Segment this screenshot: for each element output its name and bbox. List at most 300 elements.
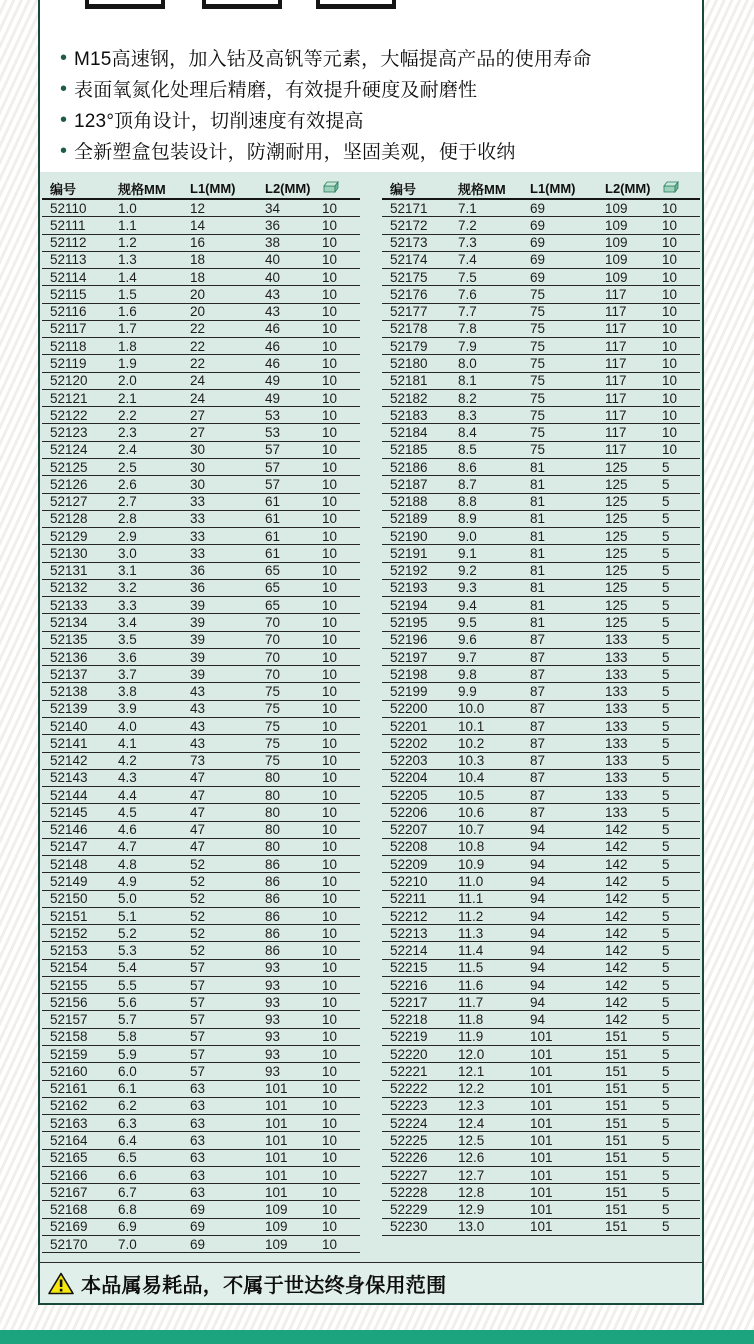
table-cell: 5 <box>662 1219 670 1235</box>
table-cell: 3.5 <box>118 632 137 648</box>
table-cell: 10 <box>322 511 338 527</box>
table-cell: 10 <box>662 321 678 337</box>
table-cell: 1.7 <box>118 321 137 337</box>
table-cell: 75 <box>265 718 281 734</box>
table-cell: 10 <box>322 891 338 907</box>
table-cell: 52144 <box>50 787 88 803</box>
table-cell: 52218 <box>390 1012 428 1028</box>
table-cell: 10 <box>322 908 338 924</box>
table-cell: 142 <box>605 960 628 976</box>
table-cell: 10 <box>322 1012 338 1028</box>
table-cell: 10 <box>322 873 338 889</box>
table-cell: 5 <box>662 873 670 889</box>
table-cell: 33 <box>190 511 206 527</box>
table-row <box>42 217 360 234</box>
table-row <box>42 787 360 804</box>
table-cell: 52149 <box>50 873 88 889</box>
table-cell: 3.2 <box>118 580 137 596</box>
table-cell: 3.7 <box>118 666 137 682</box>
table-cell: 117 <box>605 286 627 302</box>
table-cell: 94 <box>530 1012 546 1028</box>
table-row <box>42 407 360 424</box>
table-cell: 57 <box>190 1029 206 1045</box>
table-cell: 101 <box>530 1098 553 1114</box>
table-cell: 39 <box>190 649 206 665</box>
table-cell: 6.0 <box>118 1063 137 1079</box>
table-cell: 52117 <box>50 321 87 337</box>
table-cell: 5 <box>662 1115 670 1131</box>
table-cell: 10 <box>322 1236 338 1252</box>
table-cell: 101 <box>530 1167 553 1183</box>
table-row <box>42 1115 360 1132</box>
table-cell: 10 <box>322 286 338 302</box>
table-cell: 69 <box>530 252 546 268</box>
table-cell: 52170 <box>50 1236 88 1252</box>
table-cell: 52219 <box>390 1029 428 1045</box>
table-cell: 10 <box>322 1063 338 1079</box>
table-cell: 1.3 <box>118 252 137 268</box>
table-cell: 109 <box>605 269 628 285</box>
table-cell: 22 <box>190 356 206 372</box>
table-cell: 10 <box>322 545 338 561</box>
table-cell: 52192 <box>390 563 428 579</box>
table-cell: 109 <box>605 217 628 233</box>
table-cell: 57 <box>190 994 206 1010</box>
table-cell: 52146 <box>50 822 88 838</box>
table-cell: 52178 <box>390 321 428 337</box>
table-cell: 5.3 <box>118 943 137 959</box>
table-cell: 2.9 <box>118 528 137 544</box>
table-cell: 2.7 <box>118 494 137 510</box>
table-cell: 52164 <box>50 1132 88 1148</box>
table-cell: 52154 <box>50 960 88 976</box>
table-cell: 52203 <box>390 753 428 769</box>
table-cell: 87 <box>530 753 546 769</box>
table-cell: 3.0 <box>118 545 137 561</box>
table-cell: 80 <box>265 787 281 803</box>
table-cell: 10 <box>322 528 338 544</box>
column-header-l2: L2(MM) <box>605 181 651 196</box>
table-cell: 10 <box>322 960 338 976</box>
table-cell: 52130 <box>50 545 88 561</box>
table-cell: 10 <box>322 476 338 492</box>
table-row <box>42 822 360 839</box>
table-cell: 65 <box>265 597 281 613</box>
table-cell: 47 <box>190 822 206 838</box>
table-cell: 75 <box>530 286 546 302</box>
table-cell: 5.2 <box>118 925 137 941</box>
table-cell: 5 <box>662 1167 670 1183</box>
table-cell: 10.5 <box>458 787 485 803</box>
table-body <box>42 200 360 1253</box>
table-cell: 75 <box>530 321 546 337</box>
table-cell: 10 <box>322 615 338 630</box>
table-row <box>42 1236 360 1253</box>
table-cell: 52158 <box>50 1029 88 1045</box>
table-cell: 12.3 <box>458 1098 485 1114</box>
table-cell: 94 <box>530 839 546 855</box>
table-cell: 94 <box>530 908 546 924</box>
table-cell: 133 <box>605 804 628 820</box>
table-cell: 101 <box>530 1219 553 1235</box>
table-cell: 5.0 <box>118 891 137 907</box>
table-cell: 34 <box>265 200 281 216</box>
table-row <box>42 960 360 977</box>
cutoff-product-image-box <box>85 0 165 9</box>
table-cell: 52206 <box>390 804 428 820</box>
table-cell: 13.0 <box>458 1219 485 1235</box>
table-cell: 73 <box>190 753 206 769</box>
table-row <box>42 718 360 735</box>
table-cell: 93 <box>265 1012 281 1028</box>
table-cell: 142 <box>605 891 628 907</box>
table-body <box>382 200 700 1236</box>
table-cell: 69 <box>530 269 546 285</box>
table-cell: 142 <box>605 943 628 959</box>
table-cell: 52198 <box>390 666 428 682</box>
table-cell: 7.7 <box>458 304 477 320</box>
table-cell: 61 <box>265 511 281 527</box>
table-cell: 12.7 <box>458 1167 485 1183</box>
table-cell: 142 <box>605 994 628 1010</box>
table-cell: 12.9 <box>458 1202 485 1218</box>
table-cell: 86 <box>265 856 281 872</box>
table-cell: 52132 <box>50 580 88 596</box>
table-cell: 4.0 <box>118 718 137 734</box>
table-cell: 52138 <box>50 684 88 700</box>
table-cell: 10.1 <box>458 718 485 734</box>
table-cell: 52195 <box>390 615 428 630</box>
table-cell: 7.9 <box>458 338 477 354</box>
table-cell: 81 <box>530 580 546 596</box>
table-cell: 10.3 <box>458 753 485 769</box>
table-cell: 10.7 <box>458 822 485 838</box>
spec-table-right <box>382 179 700 1253</box>
table-cell: 10 <box>662 217 678 233</box>
table-cell: 52141 <box>50 735 88 751</box>
table-cell: 52193 <box>390 580 428 596</box>
table-cell: 94 <box>530 856 546 872</box>
table-cell: 12.4 <box>458 1115 485 1131</box>
table-cell: 1.9 <box>118 356 137 372</box>
table-cell: 125 <box>605 476 628 492</box>
table-cell: 43 <box>190 684 206 700</box>
table-row <box>382 1011 700 1028</box>
table-cell: 5 <box>662 1063 670 1079</box>
table-cell: 4.9 <box>118 873 137 889</box>
table-cell: 87 <box>530 632 546 648</box>
table-cell: 69 <box>190 1219 206 1235</box>
table-cell: 6.2 <box>118 1098 137 1114</box>
table-cell: 142 <box>605 856 628 872</box>
table-cell: 117 <box>605 390 627 406</box>
table-cell: 57 <box>190 1063 206 1079</box>
table-cell: 52131 <box>50 563 88 579</box>
table-cell: 52174 <box>390 252 428 268</box>
column-header-l1: L1(MM) <box>190 181 236 196</box>
table-cell: 52148 <box>50 856 88 872</box>
table-cell: 52143 <box>50 770 88 786</box>
table-cell: 8.4 <box>458 425 477 441</box>
column-header-spec-mm: 规格MM <box>458 182 506 197</box>
table-cell: 10 <box>322 701 338 717</box>
table-cell: 52228 <box>390 1184 428 1200</box>
table-cell: 125 <box>605 615 628 630</box>
table-cell: 52163 <box>50 1115 88 1131</box>
table-cell: 87 <box>530 770 546 786</box>
table-row <box>42 942 360 959</box>
table-cell: 117 <box>605 304 627 320</box>
table-cell: 5 <box>662 545 670 561</box>
table-cell: 52139 <box>50 701 88 717</box>
table-cell: 52156 <box>50 994 88 1010</box>
table-row <box>42 614 360 631</box>
table-cell: 10 <box>322 994 338 1010</box>
table-cell: 52199 <box>390 684 428 700</box>
table-cell: 8.0 <box>458 356 477 372</box>
table-cell: 52186 <box>390 459 428 475</box>
table-cell: 10 <box>322 442 338 458</box>
table-cell: 52155 <box>50 977 88 993</box>
table-cell: 40 <box>265 252 281 268</box>
table-cell: 5.8 <box>118 1029 137 1045</box>
table-cell: 8.8 <box>458 494 477 510</box>
table-cell: 5 <box>662 580 670 596</box>
table-cell: 10 <box>322 735 338 751</box>
table-cell: 5 <box>662 666 670 682</box>
table-cell: 52189 <box>390 511 428 527</box>
table-row <box>382 1184 700 1201</box>
table-cell: 52182 <box>390 390 428 406</box>
table-cell: 69 <box>530 200 546 216</box>
table-cell: 3.8 <box>118 684 137 700</box>
table-cell: 6.9 <box>118 1219 137 1235</box>
table-cell: 52197 <box>390 649 428 665</box>
table-cell: 5 <box>662 615 670 630</box>
table-cell: 4.5 <box>118 804 137 820</box>
table-row <box>42 563 360 580</box>
table-cell: 125 <box>605 545 628 561</box>
table-cell: 5 <box>662 511 670 527</box>
table-cell: 52159 <box>50 1046 88 1062</box>
table-cell: 27 <box>190 425 206 441</box>
table-cell: 52167 <box>50 1184 88 1200</box>
table-cell: 30 <box>190 442 206 458</box>
table-row <box>42 649 360 666</box>
table-cell: 52 <box>190 891 206 907</box>
table-row <box>382 252 700 269</box>
table-cell: 52187 <box>390 476 428 492</box>
table-cell: 52114 <box>50 269 87 285</box>
table-cell: 61 <box>265 528 281 544</box>
table-cell: 5 <box>662 1029 670 1045</box>
table-cell: 10 <box>322 943 338 959</box>
table-cell: 87 <box>530 701 546 717</box>
table-row <box>382 200 700 217</box>
table-cell: 52214 <box>390 943 428 959</box>
table-cell: 52194 <box>390 597 428 613</box>
bullet-dot-icon: • <box>60 139 68 162</box>
table-cell: 10 <box>322 373 338 389</box>
table-cell: 57 <box>190 1046 206 1062</box>
table-cell: 4.7 <box>118 839 137 855</box>
table-cell: 10.0 <box>458 701 485 717</box>
table-cell: 94 <box>530 943 546 959</box>
table-row <box>382 891 700 908</box>
table-cell: 10 <box>662 390 678 406</box>
table-cell: 5 <box>662 735 670 751</box>
table-cell: 1.4 <box>118 269 137 285</box>
table-row <box>42 390 360 407</box>
table-cell: 52200 <box>390 701 428 717</box>
table-cell: 52230 <box>390 1219 428 1235</box>
table-row <box>382 1081 700 1098</box>
table-cell: 81 <box>530 615 546 630</box>
table-row <box>42 1063 360 1080</box>
table-row <box>42 1081 360 1098</box>
feature-bullet-list <box>60 42 690 166</box>
table-cell: 75 <box>530 338 546 354</box>
table-cell: 9.5 <box>458 615 477 630</box>
table-cell: 101 <box>530 1184 553 1200</box>
table-cell: 46 <box>265 338 281 354</box>
table-cell: 10 <box>662 425 678 441</box>
table-cell: 8.3 <box>458 407 477 423</box>
table-cell: 117 <box>605 425 627 441</box>
package-icon <box>322 181 340 196</box>
table-cell: 2.2 <box>118 407 137 423</box>
table-cell: 12.2 <box>458 1081 485 1097</box>
table-cell: 11.9 <box>458 1029 484 1045</box>
table-cell: 5 <box>662 1150 670 1166</box>
table-cell: 10 <box>662 269 678 285</box>
table-cell: 10 <box>322 839 338 855</box>
table-cell: 81 <box>530 494 546 510</box>
table-cell: 3.4 <box>118 615 137 630</box>
table-cell: 5.4 <box>118 960 137 976</box>
table-cell: 9.7 <box>458 649 477 665</box>
table-cell: 12.8 <box>458 1184 485 1200</box>
table-cell: 151 <box>605 1046 628 1062</box>
table-cell: 9.8 <box>458 666 477 682</box>
table-cell: 4.4 <box>118 787 137 803</box>
table-cell: 10 <box>322 925 338 941</box>
table-cell: 8.9 <box>458 511 477 527</box>
table-row <box>382 494 700 511</box>
table-cell: 133 <box>605 735 628 751</box>
table-cell: 33 <box>190 494 206 510</box>
table-cell: 52111 <box>50 217 86 233</box>
table-cell: 75 <box>265 753 281 769</box>
table-cell: 52166 <box>50 1167 88 1183</box>
table-cell: 52126 <box>50 476 88 492</box>
table-cell: 52140 <box>50 718 88 734</box>
table-cell: 57 <box>190 1012 206 1028</box>
table-cell: 16 <box>190 235 206 251</box>
table-cell: 52229 <box>390 1202 428 1218</box>
warning-triangle-icon <box>48 1272 74 1295</box>
table-cell: 81 <box>530 528 546 544</box>
table-cell: 10 <box>662 407 678 423</box>
table-cell: 87 <box>530 684 546 700</box>
table-row <box>42 1167 360 1184</box>
table-row <box>42 442 360 459</box>
table-cell: 9.3 <box>458 580 477 596</box>
table-cell: 52208 <box>390 839 428 855</box>
table-cell: 65 <box>265 563 281 579</box>
table-cell: 10.4 <box>458 770 485 786</box>
table-cell: 52211 <box>390 891 427 907</box>
table-cell: 10 <box>322 252 338 268</box>
table-cell: 10 <box>662 286 678 302</box>
table-cell: 5.6 <box>118 994 137 1010</box>
table-cell: 38 <box>265 235 281 251</box>
table-cell: 52 <box>190 943 206 959</box>
table-row <box>382 424 700 441</box>
table-cell: 47 <box>190 787 206 803</box>
feature-text: M15高速钢，加入钴及高钒等元素，大幅提高产品的使用寿命 <box>74 49 592 70</box>
table-cell: 14 <box>190 217 206 233</box>
table-cell: 52162 <box>50 1098 88 1114</box>
table-cell: 93 <box>265 994 281 1010</box>
table-cell: 101 <box>265 1167 288 1183</box>
table-cell: 5 <box>662 943 670 959</box>
table-cell: 5 <box>662 476 670 492</box>
table-row <box>42 476 360 493</box>
table-cell: 10 <box>322 718 338 734</box>
table-row <box>382 1167 700 1184</box>
table-cell: 10.6 <box>458 804 485 820</box>
table-cell: 52173 <box>390 235 428 251</box>
column-header-qty <box>322 181 360 196</box>
table-cell: 7.3 <box>458 235 477 251</box>
table-row <box>382 1132 700 1149</box>
table-cell: 10 <box>322 1184 338 1200</box>
table-cell: 10 <box>322 580 338 596</box>
table-cell: 81 <box>530 597 546 613</box>
table-cell: 109 <box>605 252 628 268</box>
table-cell: 52201 <box>390 718 428 734</box>
table-cell: 101 <box>265 1150 288 1166</box>
table-cell: 47 <box>190 839 206 855</box>
table-cell: 151 <box>605 1081 628 1097</box>
table-cell: 70 <box>265 649 281 665</box>
table-cell: 52133 <box>50 597 88 613</box>
table-cell: 151 <box>605 1202 628 1218</box>
feature-text: 全新塑盒包装设计，防潮耐用，坚固美观，便于收纳 <box>74 142 516 163</box>
table-cell: 142 <box>605 1012 628 1028</box>
table-cell: 10 <box>322 390 338 406</box>
table-row <box>42 1184 360 1201</box>
table-cell: 5 <box>662 891 670 907</box>
table-row <box>42 1098 360 1115</box>
table-row <box>42 597 360 614</box>
table-cell: 125 <box>605 563 628 579</box>
table-row <box>42 321 360 338</box>
table-cell: 5 <box>662 459 670 475</box>
table-cell: 36 <box>190 580 206 596</box>
feature-bullet <box>60 42 690 73</box>
table-cell: 80 <box>265 822 281 838</box>
table-row <box>42 545 360 562</box>
table-cell: 57 <box>190 977 206 993</box>
table-cell: 11.2 <box>458 908 484 924</box>
table-cell: 10 <box>322 770 338 786</box>
table-cell: 7.4 <box>458 252 477 268</box>
table-cell: 52 <box>190 925 206 941</box>
table-cell: 52223 <box>390 1098 428 1114</box>
column-header-l1: L1(MM) <box>530 181 576 196</box>
